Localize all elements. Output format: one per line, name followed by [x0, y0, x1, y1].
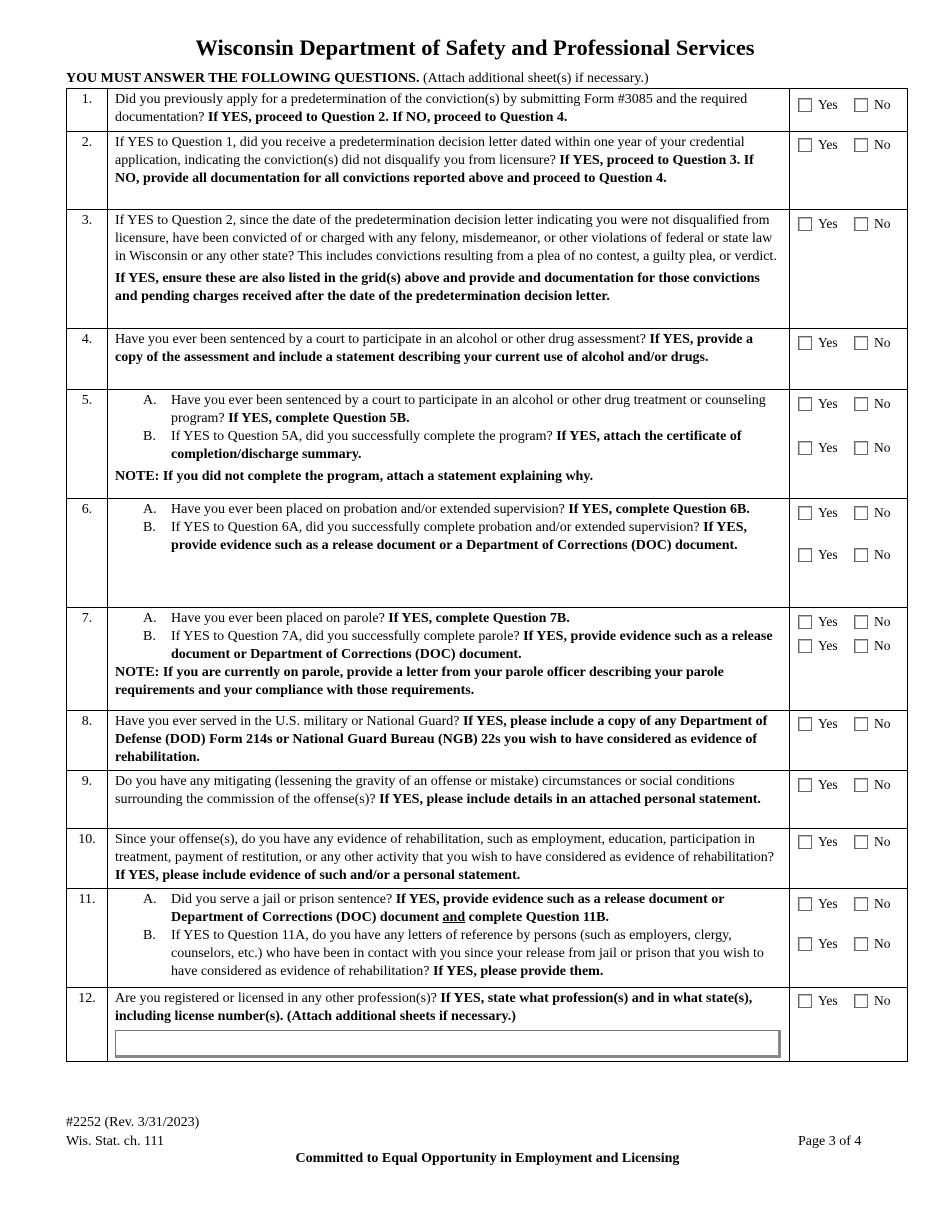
- answer-cell: [790, 89, 908, 132]
- question-text: [108, 988, 790, 1062]
- answer-cell: [790, 132, 908, 210]
- yes-no-group: [798, 334, 907, 352]
- sub-question-instruction: If YES, attach the certificate of completion/discharge summary.: [171, 429, 742, 462]
- yes-checkbox[interactable]: [798, 778, 812, 792]
- sub-question-instruction: If YES, provide evidence such as a release document or Department of Corrections (DOC) document.: [171, 629, 773, 662]
- question-row-11: [67, 889, 908, 988]
- question-row-2: [67, 132, 908, 210]
- question-instruction: If YES, provide a copy of the assessment and include a statement describing your current use of alcohol and/or drugs.: [115, 332, 753, 365]
- sub-letter: B.: [143, 520, 156, 535]
- no-checkbox[interactable]: [854, 615, 868, 629]
- question-instruction: If YES, proceed to Question 2. If NO, proceed to Question 4.: [207, 110, 568, 125]
- yes-checkbox[interactable]: [798, 506, 812, 520]
- question-text: [108, 771, 790, 829]
- sub-question-instruction: If YES, please provide them.: [433, 964, 604, 979]
- yes-checkbox[interactable]: [798, 717, 812, 731]
- no-label: No: [874, 716, 891, 731]
- question-row-1: [67, 89, 908, 132]
- question-row-8: [67, 711, 908, 771]
- no-label: No: [874, 936, 891, 951]
- question-body: Have you ever served in the U.S. military or National Guard?: [115, 714, 463, 729]
- yes-no-group: [798, 136, 907, 154]
- no-checkbox[interactable]: [854, 897, 868, 911]
- question-note: NOTE: If you are currently on parole, provide a letter from your parole officer describing your parole requirements and your compliance with those requirements.: [115, 665, 724, 698]
- questions-table: [66, 88, 908, 1062]
- statute-reference: Wis. Stat. ch. 111: [66, 1134, 164, 1149]
- question-number: 12.: [67, 988, 108, 1062]
- yes-label: Yes: [818, 335, 838, 350]
- yes-checkbox[interactable]: [798, 441, 812, 455]
- question-body: If YES to Question 2, since the date of the predetermination decision letter indicating you were not disqualified from licensure, have been convicted of or charged with any felony, misdemeanor, or other violations of federal or state law in Wisconsin or any other state? This includes convictions resulting from a plea of no contest, a guilty plea, or verdict.: [115, 213, 777, 264]
- question-instruction: If YES, please include evidence of such and/or a personal statement.: [115, 868, 521, 883]
- page-title: Wisconsin Department of Safety and Professional Services: [195, 35, 755, 60]
- yes-label: Yes: [818, 547, 838, 562]
- sub-question-instruction: If YES, complete Question 5B.: [228, 411, 410, 426]
- question-text: [108, 608, 790, 711]
- yes-no-group: [798, 613, 907, 631]
- yes-checkbox[interactable]: [798, 217, 812, 231]
- no-label: No: [874, 896, 891, 911]
- answer-cell: [790, 829, 908, 889]
- instructions: [66, 71, 649, 87]
- question-body: Are you registered or licensed in any other profession(s)?: [115, 991, 441, 1006]
- yes-checkbox[interactable]: [798, 138, 812, 152]
- no-checkbox[interactable]: [854, 717, 868, 731]
- no-label: No: [874, 547, 891, 562]
- answer-cell: [790, 771, 908, 829]
- yes-no-group: [798, 833, 907, 851]
- no-checkbox[interactable]: [854, 397, 868, 411]
- question-instruction: If YES, please include a copy of any Department of Defense (DOD) Form 214s or National Guard Bureau (NGB) 22s you wish to have considered as evidence of rehabilitation.: [115, 714, 768, 765]
- sub-question-a: [143, 891, 781, 927]
- question-row-3: [67, 210, 908, 329]
- yes-checkbox[interactable]: [798, 937, 812, 951]
- question-number: 10.: [67, 829, 108, 889]
- other-profession-field[interactable]: [115, 1030, 781, 1058]
- yes-label: Yes: [818, 216, 838, 231]
- sub-question-emphasis: and: [442, 910, 466, 925]
- form-number: #2252 (Rev. 3/31/2023): [66, 1115, 200, 1130]
- question-row-5: [67, 390, 908, 499]
- footer-tagline: Committed to Equal Opportunity in Employment and Licensing: [295, 1151, 680, 1166]
- yes-no-group: [798, 96, 907, 114]
- question-number: 2.: [67, 132, 108, 210]
- question-body: Have you ever been sentenced by a court to participate in an alcohol or other drug assessment?: [115, 332, 650, 347]
- sub-question-body: If YES to Question 5A, did you successfully complete the program?: [171, 429, 557, 444]
- no-checkbox[interactable]: [854, 506, 868, 520]
- instructions-bold: YOU MUST ANSWER THE FOLLOWING QUESTIONS.: [66, 71, 420, 86]
- no-label: No: [874, 137, 891, 152]
- question-row-10: [67, 829, 908, 889]
- answer-cell: [790, 329, 908, 390]
- no-checkbox[interactable]: [854, 835, 868, 849]
- yes-label: Yes: [818, 440, 838, 455]
- yes-label: Yes: [818, 834, 838, 849]
- yes-checkbox[interactable]: [798, 336, 812, 350]
- question-row-4: [67, 329, 908, 390]
- no-checkbox[interactable]: [854, 548, 868, 562]
- yes-no-group: [798, 546, 907, 564]
- sub-letter: B.: [143, 629, 156, 644]
- question-number: 7.: [67, 608, 108, 711]
- sub-letter: B.: [143, 928, 156, 943]
- sub-question-instruction-end: complete Question 11B.: [465, 910, 609, 925]
- sub-question-body: Did you serve a jail or prison sentence?: [171, 892, 396, 907]
- yes-checkbox[interactable]: [798, 994, 812, 1008]
- question-instruction: If YES, state what profession(s) and in what state(s), including license number(s). (Attach additional sheets if necessary.): [115, 991, 753, 1024]
- no-label: No: [874, 505, 891, 520]
- question-text: [108, 499, 790, 608]
- yes-checkbox[interactable]: [798, 639, 812, 653]
- question-number: 5.: [67, 390, 108, 499]
- question-text: [108, 829, 790, 889]
- yes-label: Yes: [818, 614, 838, 629]
- question-number: 1.: [67, 89, 108, 132]
- sub-question-body: Have you ever been sentenced by a court to participate in an alcohol or other drug treatment or counseling program?: [171, 393, 766, 426]
- yes-no-group: [798, 395, 907, 413]
- yes-no-group: [798, 935, 907, 953]
- question-number: 3.: [67, 210, 108, 329]
- yes-checkbox[interactable]: [798, 397, 812, 411]
- answer-cell: [790, 988, 908, 1062]
- question-number: 9.: [67, 771, 108, 829]
- yes-no-group: [798, 215, 907, 233]
- question-instruction: If YES, please include details in an attached personal statement.: [379, 792, 761, 807]
- sub-question-b: [143, 428, 781, 464]
- question-number: 4.: [67, 329, 108, 390]
- question-row-12: [67, 988, 908, 1062]
- answer-cell: [790, 210, 908, 329]
- sub-question-b: [143, 628, 781, 664]
- yes-no-group: [798, 504, 907, 522]
- yes-no-group: [798, 637, 907, 655]
- answer-cell: [790, 499, 908, 608]
- question-number: 11.: [67, 889, 108, 988]
- yes-label: Yes: [818, 638, 838, 653]
- yes-checkbox[interactable]: [798, 615, 812, 629]
- question-note: NOTE: If you did not complete the program, attach a statement explaining why.: [115, 469, 594, 484]
- yes-label: Yes: [818, 896, 838, 911]
- no-checkbox[interactable]: [854, 217, 868, 231]
- answer-cell: [790, 889, 908, 988]
- question-text: [108, 889, 790, 988]
- yes-no-group: [798, 715, 907, 733]
- no-checkbox[interactable]: [854, 336, 868, 350]
- question-body: Did you previously apply for a predetermination of the conviction(s) by submitting Form #3085 and the required documentation?: [115, 92, 748, 125]
- no-label: No: [874, 834, 891, 849]
- question-body: If YES to Question 1, did you receive a predetermination decision letter dated within one year of your credential application, indicating the conviction(s) did not disqualify you from licensure?: [115, 135, 745, 168]
- no-checkbox[interactable]: [854, 441, 868, 455]
- sub-letter: A.: [143, 393, 157, 408]
- page-number: Page 3 of 4: [798, 1134, 862, 1149]
- no-label: No: [874, 216, 891, 231]
- sub-question-instruction: If YES, complete Question 6B.: [568, 502, 750, 517]
- instructions-note: (Attach additional sheet(s) if necessary.): [419, 71, 649, 86]
- question-number: 8.: [67, 711, 108, 771]
- no-label: No: [874, 396, 891, 411]
- yes-label: Yes: [818, 936, 838, 951]
- no-label: No: [874, 638, 891, 653]
- yes-label: Yes: [818, 777, 838, 792]
- sub-question-instruction: If YES, provide evidence such as a release document or a Department of Corrections (DOC) document.: [171, 520, 747, 553]
- yes-label: Yes: [818, 97, 838, 112]
- answer-cell: [790, 711, 908, 771]
- yes-checkbox[interactable]: [798, 897, 812, 911]
- question-body: Since your offense(s), do you have any evidence of rehabilitation, such as employment, education, participation in treatment, payment of restitution, or any other activity that you wish to have considered as evidence of rehabilitation?: [115, 832, 774, 865]
- sub-question-body: Have you ever been placed on probation and/or extended supervision?: [171, 502, 569, 517]
- no-checkbox[interactable]: [854, 639, 868, 653]
- sub-question-body: If YES to Question 11A, do you have any letters of reference by persons (such as employers, clergy, counselors, etc.) who have been in contact with you since your release from jail or prison that you wish to have considered as evidence of rehabilitation?: [171, 928, 764, 979]
- yes-no-group: [798, 895, 907, 913]
- sub-question-a: [143, 610, 781, 628]
- no-label: No: [874, 993, 891, 1008]
- no-checkbox[interactable]: [854, 98, 868, 112]
- sub-question-a: [143, 501, 781, 519]
- sub-question-instruction: If YES, complete Question 7B.: [388, 611, 570, 626]
- question-instruction: If YES, ensure these are also listed in the grid(s) above and provide and documentation for those convictions and pending charges received after the date of the predetermination decision letter.: [115, 271, 760, 304]
- question-text: [108, 329, 790, 390]
- question-instruction: If YES, proceed to Question 3. If NO, provide all documentation for all convictions reported above and proceed to Question 4.: [115, 153, 754, 186]
- sub-question-body: Have you ever been placed on parole?: [171, 611, 389, 626]
- question-number: 6.: [67, 499, 108, 608]
- sub-letter: A.: [143, 892, 157, 907]
- yes-checkbox[interactable]: [798, 98, 812, 112]
- question-text: [108, 132, 790, 210]
- yes-no-group: [798, 776, 907, 794]
- question-text: [108, 210, 790, 329]
- yes-checkbox[interactable]: [798, 548, 812, 562]
- answer-cell: [790, 608, 908, 711]
- yes-no-group: [798, 439, 907, 457]
- sub-question-b: [143, 927, 781, 981]
- sub-question-a: [143, 392, 781, 428]
- yes-no-group: [798, 992, 907, 1010]
- yes-checkbox[interactable]: [798, 835, 812, 849]
- sub-question-body: If YES to Question 7A, did you successfully complete parole?: [171, 629, 524, 644]
- yes-label: Yes: [818, 716, 838, 731]
- sub-question-instruction: If YES, provide evidence such as a release document or Department of Corrections (DOC) document: [171, 892, 725, 925]
- no-checkbox[interactable]: [854, 778, 868, 792]
- sub-letter: B.: [143, 429, 156, 444]
- sub-letter: A.: [143, 611, 157, 626]
- yes-label: Yes: [818, 396, 838, 411]
- question-text: [108, 711, 790, 771]
- no-label: No: [874, 440, 891, 455]
- question-row-7: [67, 608, 908, 711]
- question-row-6: [67, 499, 908, 608]
- question-row-9: [67, 771, 908, 829]
- yes-label: Yes: [818, 993, 838, 1008]
- no-label: No: [874, 777, 891, 792]
- question-text: [108, 89, 790, 132]
- no-checkbox[interactable]: [854, 994, 868, 1008]
- question-body: Do you have any mitigating (lessening the gravity of an offense or mistake) circumstances or social conditions surrounding the commission of the offense(s)?: [115, 774, 735, 807]
- yes-label: Yes: [818, 137, 838, 152]
- yes-label: Yes: [818, 505, 838, 520]
- no-label: No: [874, 335, 891, 350]
- no-checkbox[interactable]: [854, 138, 868, 152]
- sub-question-body: If YES to Question 6A, did you successfully complete probation and/or extended supervision?: [171, 520, 704, 535]
- answer-cell: [790, 390, 908, 499]
- sub-question-b: [143, 519, 781, 555]
- sub-letter: A.: [143, 502, 157, 517]
- no-checkbox[interactable]: [854, 937, 868, 951]
- question-text: [108, 390, 790, 499]
- no-label: No: [874, 97, 891, 112]
- no-label: No: [874, 614, 891, 629]
